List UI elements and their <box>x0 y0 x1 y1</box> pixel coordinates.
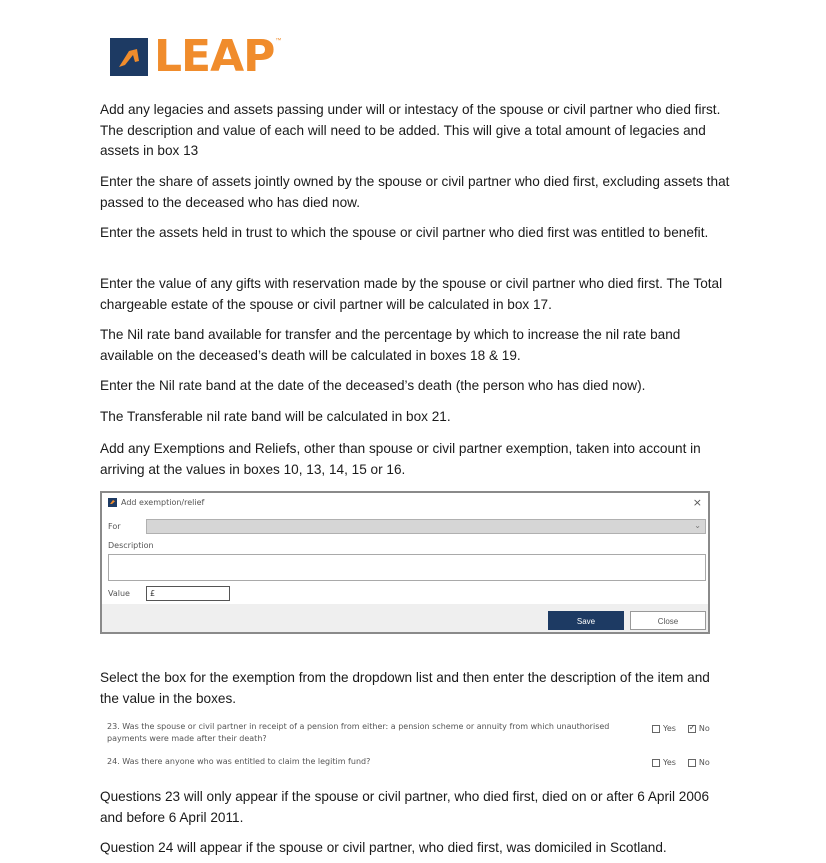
leap-logo <box>110 31 282 82</box>
chevron-down-icon: ⌄ <box>694 521 701 530</box>
question-23-yes[interactable]: Yes <box>652 724 676 733</box>
paragraph-legacies: Add any legacies and assets passing under will or intestacy of the spouse or civil partner who died first. The description and value of each will need to be added. This will give a total amount of legacies and assets in box 13 <box>100 102 721 158</box>
close-button[interactable]: Close <box>630 611 706 630</box>
description-label: Description <box>108 541 154 550</box>
checkbox-yes[interactable] <box>652 725 660 733</box>
question-23-options <box>652 724 722 733</box>
close-icon[interactable]: × <box>692 496 702 509</box>
paragraph-trust: Enter the assets held in trust to which the spouse or civil partner who died first was entitled to benefit. <box>100 225 709 240</box>
paragraph-gifts: Enter the value of any gifts with reservation made by the spouse or civil partner who died first. The Total chargeable estate of the spouse or civil partner will be calculated in box 17. <box>100 276 723 312</box>
add-exemption-dialog <box>100 491 710 634</box>
checkbox-no[interactable] <box>688 759 696 767</box>
value-input[interactable]: £ <box>146 586 230 601</box>
question-24: 24. Was there anyone who was entitled to claim the legitim fund? <box>107 757 371 766</box>
save-button[interactable]: Save <box>548 611 624 630</box>
trademark: ™ <box>275 38 282 44</box>
paragraph-nil-rate-band: The Nil rate band available for transfer and the percentage by which to increase the nil rate band available on the deceased’s death will be calculated in boxes 18 & 19. <box>100 327 681 363</box>
paragraph-transferable: The Transferable nil rate band will be calculated in box 21. <box>100 409 451 424</box>
brand-name: LEAP <box>154 31 275 82</box>
dialog-title: Add exemption/relief <box>121 498 205 507</box>
question-23-no[interactable]: ✓ No <box>688 724 710 733</box>
paragraph-question-24-note: Question 24 will appear if the spouse or civil partner, who died first, was domiciled in Scotland. <box>100 840 667 855</box>
for-dropdown[interactable] <box>146 519 706 534</box>
question-23: 23. Was the spouse or civil partner in receipt of a pension from either: a pension scheme or annuity from which unauthorised payments were made after their death? <box>107 722 610 743</box>
checkbox-yes[interactable] <box>652 759 660 767</box>
app-icon <box>108 498 117 507</box>
paragraph-question-23-note: Questions 23 will only appear if the spouse or civil partner, who died first, died on or after 6 April 2006 and before 6 April 2011. <box>100 789 710 825</box>
paragraph-select-box: Select the box for the exemption from the dropdown list and then enter the description of the item and the value in the boxes. <box>100 670 710 706</box>
paragraph-exemptions: Add any Exemptions and Reliefs, other than spouse or civil partner exemption, taken into account in arriving at the values in boxes 10, 13, 14, 15 or 16. <box>100 441 701 477</box>
paragraph-nil-rate-date: Enter the Nil rate band at the date of the deceased’s death (the person who has died now). <box>100 378 646 393</box>
dialog-title-bar <box>108 498 204 507</box>
question-24-yes[interactable]: Yes <box>652 758 676 767</box>
question-24-no[interactable]: No <box>688 758 710 767</box>
for-label: For <box>108 522 121 531</box>
question-24-options <box>652 758 722 767</box>
leap-logo-icon <box>110 38 148 76</box>
value-label: Value <box>108 589 130 598</box>
dialog-footer <box>102 604 708 632</box>
description-input[interactable] <box>108 554 706 581</box>
checkbox-no-checked[interactable] <box>688 725 696 733</box>
paragraph-jointly-owned: Enter the share of assets jointly owned by the spouse or civil partner who died first, excluding assets that passed to the deceased who has died now. <box>100 174 730 210</box>
